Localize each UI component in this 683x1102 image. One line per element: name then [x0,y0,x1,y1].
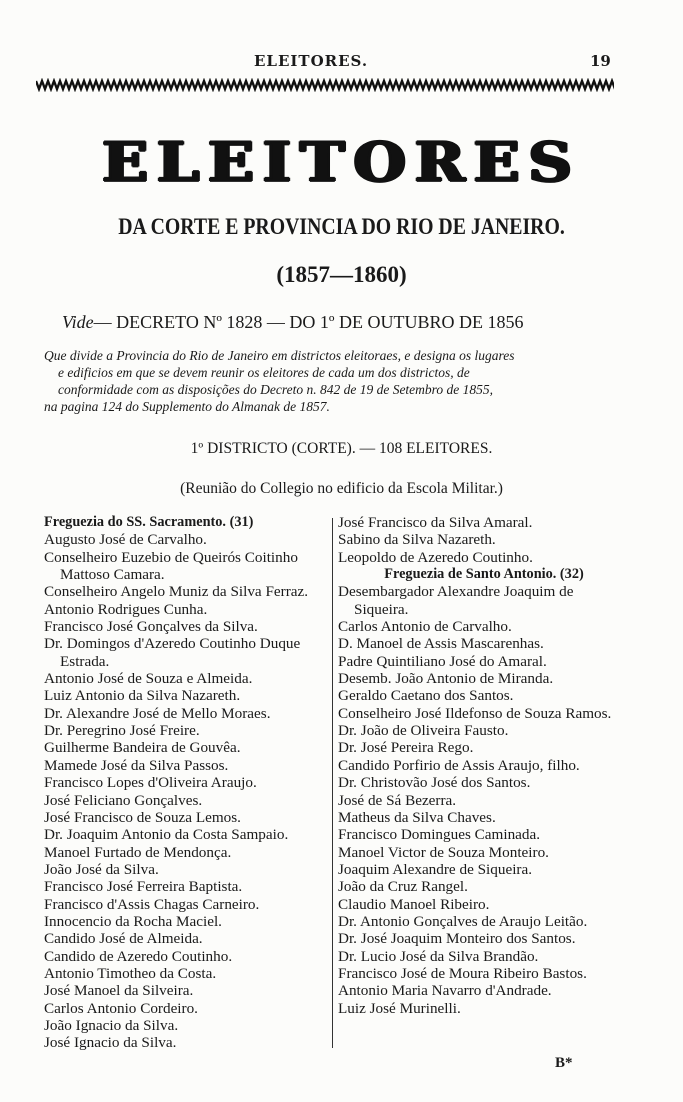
list-item: José Francisco de Souza Lemos. [44,808,241,826]
list-item: Guilherme Bandeira de Gouvêa. [44,739,241,757]
district-heading: 1º DISTRICTO (CORTE). — 108 ELEITORES. [190,440,493,457]
list-item: Dr. Alexandre José de Mello Moraes. [44,704,271,722]
list-item: Geraldo Caetano dos Santos. [338,687,514,705]
list-item: Conselheiro José Ildefonso de Souza Ramos. [338,704,612,722]
running-title: ELEITORES. [254,52,369,70]
list-item: Carlos Antonio de Carvalho. [338,618,512,636]
list-item: Luiz Antonio da Silva Nazareth. [44,687,241,705]
list-item: Joaquim Alexandre de Siqueira. [338,860,533,878]
page-title: ELEITORES [102,131,581,195]
list-item: Dr. Joaquim Antonio da Costa Sampaio. [44,826,289,844]
column-divider [332,518,333,1048]
intro-line: Que divide a Provincia do Rio de Janeiro em districtos eleitoraes, e designa os lugares [44,348,515,363]
list-item: Dr. Lucio José da Silva Brandão. [338,947,539,965]
decree-text: — DECRETO Nº 1828 — DO 1º DE OUTUBRO DE 1856 [93,312,524,332]
intro-line: conformidade com as disposições do Decreto n. 842 de 19 de Setembro de 1855, [58,382,494,397]
signature-mark: B* [555,1055,573,1071]
list-item: Antonio Timotheo da Costa. [44,964,217,982]
years: (1857—1860) [276,262,407,287]
intro-line: na pagina 124 do Supplemento do Almanak de 1857. [44,399,330,414]
list-item: João Ignacio da Silva. [44,1016,179,1034]
list-item: Matheus da Silva Chaves. [338,808,496,826]
list-item: Dr. José Pereira Rego. [338,739,474,757]
list-item: Carlos Antonio Cordeiro. [44,999,198,1017]
list-item: Manoel Furtado de Mendonça. [44,843,232,861]
list-item: Francisco d'Assis Chagas Carneiro. [44,895,260,913]
list-item: Innocencio da Rocha Maciel. [44,912,222,930]
list-item: Candido Porfirio de Assis Araujo, filho. [338,756,580,774]
list-item: Francisco José de Moura Ribeiro Bastos. [338,964,587,982]
list-item: Sabino da Silva Nazareth. [338,531,496,549]
list-item: João da Cruz Rangel. [338,878,468,896]
list-item: José Ignacio da Silva. [44,1034,177,1052]
list-item: José Feliciano Gonçalves. [44,791,203,809]
list-item: Candido José de Almeida. [44,930,203,948]
list-item: Dr. Domingos d'Azeredo Coutinho Duque Estrada. [44,635,301,670]
list-item: Antonio Maria Navarro d'Andrade. [338,982,552,1000]
list-item: Candido de Azeredo Coutinho. [44,947,233,965]
list-item: Dr. João de Oliveira Fausto. [338,722,509,740]
list-item: Luiz José Murinelli. [338,999,461,1017]
list-item: Padre Quintiliano José do Amaral. [338,652,547,670]
list-item: Claudio Manoel Ribeiro. [338,895,490,913]
list-item: Francisco José Ferreira Baptista. [44,878,243,896]
list-item: José de Sá Bezerra. [338,791,457,809]
decree-vide: Vide [62,312,94,332]
list-item: Dr. José Joaquim Monteiro dos Santos. [338,930,576,948]
list-item: Francisco José Gonçalves da Silva. [44,618,258,636]
list-item: Augusto José de Carvalho. [44,531,207,549]
parish-heading: Freguezia do SS. Sacramento. (31) [44,514,254,530]
subtitle: DA CORTE E PROVINCIA DO RIO DE JANEIRO. [118,214,565,239]
list-item: D. Manoel de Assis Mascarenhas. [338,635,544,653]
list-item: Desembargador Alexandre Joaquim de Siqueira. [338,583,574,618]
right-column [338,514,630,1017]
list-item: João José da Silva. [44,860,159,878]
page-number: 19 [590,52,611,70]
running-head [0,52,683,76]
list-item: Francisco Domingues Caminada. [338,826,541,844]
list-item: Antonio Rodrigues Cunha. [44,600,208,618]
parish-heading: Freguezia de Santo Antonio. (32) [384,566,584,583]
list-item: Manoel Victor de Souza Monteiro. [338,843,549,861]
list-item: Conselheiro Angelo Muniz da Silva Ferraz. [44,583,309,601]
list-item: Desemb. João Antonio de Miranda. [338,670,554,688]
left-column [44,514,332,1052]
list-item: Antonio José de Souza e Almeida. [44,670,253,688]
list-item: José Manoel da Silveira. [44,982,194,1000]
intro-paragraph [44,347,616,415]
list-item: Dr. Antonio Gonçalves de Araujo Leitão. [338,912,588,930]
list-item: José Francisco da Silva Amaral. [338,514,533,531]
list-item: Conselheiro Euzebio de Queirós Coitinho Mattoso Camara. [44,548,298,584]
ornamental-rule [36,78,614,92]
list-item: Mamede José da Silva Passos. [44,756,229,774]
list-item: Dr. Peregrino José Freire. [44,722,200,740]
list-item: Dr. Christovão José dos Santos. [338,774,531,792]
meeting-note: (Reunião do Collegio no edificio da Escola Militar.) [180,480,503,497]
list-item: Francisco Lopes d'Oliveira Araujo. [44,774,257,792]
list-item: Leopoldo de Azeredo Coutinho. [338,548,533,566]
intro-line: e edificios em que se devem reunir os eleitores de cada um dos districtos, de [58,365,470,380]
decree-reference [62,312,523,333]
